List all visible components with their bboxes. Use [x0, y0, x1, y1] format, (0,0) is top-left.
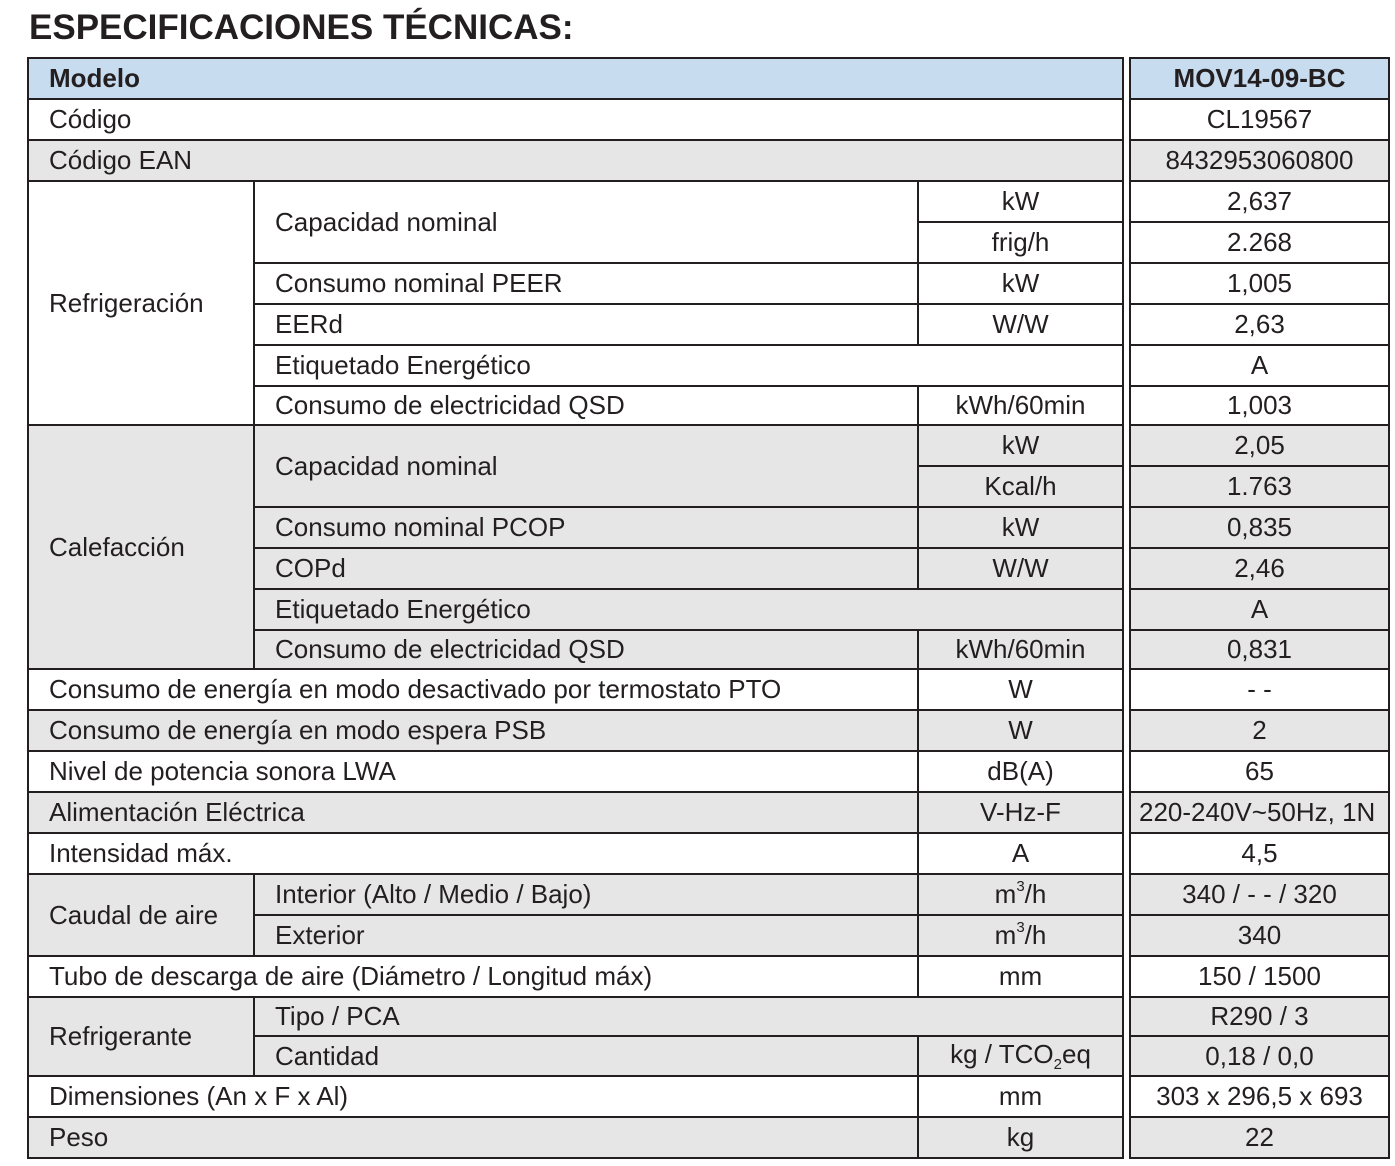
- model-value: MOV14-09-BC: [1173, 63, 1346, 93]
- power-supply-unit-cell: [917, 791, 1124, 834]
- cal-consumo-label-cell: [253, 506, 919, 549]
- ref-eer-value: 2,63: [1234, 309, 1285, 339]
- psb-value: 2: [1252, 715, 1267, 745]
- cal-cop-label-cell: [253, 547, 919, 590]
- airflow-interior-label: Interior (Alto / Medio / Bajo): [275, 879, 592, 909]
- ref-eer-value-cell: [1129, 303, 1390, 346]
- ref-consumo-label-cell: [253, 262, 919, 305]
- airflow-interior-unit: $m^3/h$: [994, 878, 1047, 909]
- airflow-group-label: Caudal de aire: [49, 899, 219, 930]
- ean-value-cell: [1129, 139, 1390, 182]
- pto-value: - -: [1247, 674, 1272, 704]
- ref-etiqueta-label: Etiquetado Energético: [275, 350, 531, 380]
- ref-eer-unit: W/W: [992, 309, 1049, 339]
- ref-qsd-value-cell: [1129, 385, 1390, 426]
- airflow-exterior-label: Exterior: [275, 920, 365, 950]
- weight-label: Peso: [49, 1122, 109, 1152]
- airflow-exterior-value: 340: [1237, 920, 1282, 950]
- ref-capacidad-label-cell: [253, 180, 919, 264]
- refrigerant-group-label: Refrigerante: [49, 1021, 193, 1051]
- dimensions-value-cell: [1129, 1075, 1390, 1118]
- ref-qsd-unit-cell: [917, 385, 1124, 426]
- current-value-cell: [1129, 832, 1390, 875]
- ref-capacidad-unit2-cell: [917, 221, 1124, 264]
- refrigerant-group-cell: [27, 996, 255, 1077]
- refrigerant-type-label-cell: [253, 996, 1124, 1037]
- power-supply-label-cell: [27, 791, 919, 834]
- pto-label-cell: [27, 668, 919, 711]
- power-supply-label: Alimentación Eléctrica: [49, 797, 305, 827]
- ref-capacidad-unit1-cell: [917, 180, 1124, 223]
- lwa-unit-cell: [917, 750, 1124, 793]
- pto-unit-cell: [917, 668, 1124, 711]
- ref-consumo-value: 1,005: [1226, 268, 1293, 298]
- cal-qsd-value: 0,831: [1226, 634, 1293, 664]
- airflow-exterior-label-cell: [253, 914, 919, 957]
- cal-capacidad-value2: 1.763: [1226, 471, 1293, 501]
- ean-value: 8432953060800: [1165, 145, 1354, 175]
- weight-label-cell: [27, 1116, 919, 1159]
- refrigerant-type-value: R290 / 3: [1210, 1001, 1309, 1031]
- code-value: CL19567: [1206, 104, 1313, 134]
- cal-qsd-label: Consumo de electricidad QSD: [275, 634, 625, 664]
- cal-consumo-unit-cell: [917, 506, 1124, 549]
- lwa-label-cell: [27, 750, 919, 793]
- dimensions-unit-cell: [917, 1075, 1124, 1118]
- weight-value: 22: [1245, 1122, 1274, 1152]
- airflow-exterior-value-cell: [1129, 914, 1390, 957]
- current-label: Intensidad máx.: [49, 838, 233, 868]
- cal-cop-unit: W/W: [992, 553, 1049, 583]
- model-label: Modelo: [49, 63, 140, 93]
- cal-cop-label: COPd: [275, 553, 346, 583]
- cal-capacidad-value2-cell: [1129, 465, 1390, 508]
- dimensions-unit: mm: [998, 1081, 1043, 1111]
- cal-cop-unit-cell: [917, 547, 1124, 590]
- cal-capacidad-label-cell: [253, 424, 919, 508]
- pto-label: Consumo de energía en modo desactivado por termostato PTO: [49, 674, 782, 704]
- dimensions-label-cell: [27, 1075, 919, 1118]
- psb-value-cell: [1129, 709, 1390, 752]
- ref-consumo-label: Consumo nominal PEER: [275, 268, 563, 298]
- refrigerant-qty-label-cell: [253, 1035, 919, 1077]
- airflow-exterior-unit-cell: [917, 914, 1124, 957]
- cal-capacidad-unit1: kW: [1001, 430, 1040, 460]
- current-unit-cell: [917, 832, 1124, 875]
- airflow-interior-unit-cell: [917, 873, 1124, 916]
- ref-capacidad-value2: 2.268: [1226, 227, 1293, 257]
- lwa-value-cell: [1129, 750, 1390, 793]
- cal-capacidad-value1-cell: [1129, 424, 1390, 467]
- refrigerant-qty-value-cell: [1129, 1035, 1390, 1077]
- ref-capacidad-value1: 2,637: [1226, 186, 1293, 216]
- refrigeracion-group-cell: [27, 180, 255, 426]
- cal-capacidad-unit2-cell: [917, 465, 1124, 508]
- ref-consumo-unit-cell: [917, 262, 1124, 305]
- page-title: ESPECIFICACIONES TÉCNICAS:: [29, 8, 574, 47]
- ref-eer-label-cell: [253, 303, 919, 346]
- weight-value-cell: [1129, 1116, 1390, 1159]
- ref-qsd-label: Consumo de electricidad QSD: [275, 390, 625, 420]
- cal-capacidad-unit2: Kcal/h: [984, 471, 1057, 501]
- model-label-cell: [27, 57, 1124, 100]
- current-unit: A: [1011, 838, 1030, 868]
- dimensions-label: Dimensiones (An x F x Al): [49, 1081, 349, 1111]
- power-supply-value: 220-240V~50Hz, 1N: [1139, 797, 1376, 827]
- cal-cop-value-cell: [1129, 547, 1390, 590]
- ref-consumo-unit: kW: [1001, 268, 1040, 298]
- dimensions-value: 303 x 296,5 x 693: [1156, 1081, 1363, 1111]
- cal-qsd-unit: kWh/60min: [955, 634, 1086, 664]
- cal-qsd-unit-cell: [917, 629, 1124, 670]
- psb-label: Consumo de energía en modo espera PSB: [49, 715, 547, 745]
- cal-capacidad-unit1-cell: [917, 424, 1124, 467]
- refrigerant-qty-unit: kg / $TCO_2eq$: [950, 1038, 1091, 1074]
- refrigerant-qty-value: 0,18 / 0,0: [1205, 1040, 1314, 1071]
- cal-cop-value: 2,46: [1234, 553, 1285, 583]
- ref-capacidad-unit1: kW: [1001, 186, 1040, 216]
- refrigerant-type-value-cell: [1129, 996, 1390, 1037]
- model-value-cell: [1129, 57, 1390, 100]
- psb-unit-cell: [917, 709, 1124, 752]
- calefaccion-group-cell: [27, 424, 255, 670]
- airflow-interior-label-cell: [253, 873, 919, 916]
- ref-consumo-value-cell: [1129, 262, 1390, 305]
- ref-qsd-label-cell: [253, 385, 919, 426]
- cal-capacidad-label: Capacidad nominal: [275, 450, 498, 481]
- code-value-cell: [1129, 98, 1390, 141]
- ref-capacidad-value2-cell: [1129, 221, 1390, 264]
- lwa-label: Nivel de potencia sonora LWA: [49, 756, 396, 786]
- ref-capacidad-label: Capacidad nominal: [275, 206, 498, 237]
- current-label-cell: [27, 832, 919, 875]
- cal-etiqueta-value: A: [1250, 594, 1269, 624]
- current-value: 4,5: [1241, 838, 1278, 868]
- cal-qsd-label-cell: [253, 629, 919, 670]
- weight-unit-cell: [917, 1116, 1124, 1159]
- cal-etiqueta-label: Etiquetado Energético: [275, 594, 531, 624]
- ref-etiqueta-label-cell: [253, 344, 1124, 387]
- duct-label: Tubo de descarga de aire (Diámetro / Longitud máx): [49, 961, 653, 991]
- refrigerant-qty-label: Cantidad: [275, 1040, 380, 1071]
- cal-etiqueta-value-cell: [1129, 588, 1390, 631]
- cal-qsd-value-cell: [1129, 629, 1390, 670]
- ref-capacidad-value1-cell: [1129, 180, 1390, 223]
- cal-etiqueta-label-cell: [253, 588, 1124, 631]
- power-supply-value-cell: [1129, 791, 1390, 834]
- ref-eer-unit-cell: [917, 303, 1124, 346]
- ean-label-cell: [27, 139, 1124, 182]
- code-label-cell: [27, 98, 1124, 141]
- airflow-group-cell: [27, 873, 255, 957]
- pto-value-cell: [1129, 668, 1390, 711]
- cal-consumo-value: 0,835: [1226, 512, 1293, 542]
- cal-consumo-unit: kW: [1001, 512, 1040, 542]
- cal-consumo-value-cell: [1129, 506, 1390, 549]
- code-label: Código: [49, 104, 132, 134]
- pto-unit: W: [1008, 674, 1033, 704]
- psb-unit: W: [1008, 715, 1033, 745]
- refrigerant-qty-unit-cell: [917, 1035, 1124, 1077]
- ref-etiqueta-value-cell: [1129, 344, 1390, 387]
- airflow-exterior-unit: $m^3/h$: [994, 919, 1047, 950]
- ean-label: Código EAN: [49, 145, 193, 175]
- refrigeracion-group-label: Refrigeración: [49, 287, 204, 318]
- power-supply-unit: V-Hz-F: [980, 797, 1061, 827]
- ref-capacidad-unit2: frig/h: [991, 227, 1050, 257]
- calefaccion-group-label: Calefacción: [49, 531, 185, 562]
- airflow-interior-value: 340 / - - / 320: [1182, 879, 1337, 909]
- lwa-value: 65: [1245, 756, 1274, 786]
- ref-eer-label: EERd: [275, 309, 343, 339]
- duct-value: 150 / 1500: [1198, 961, 1321, 991]
- duct-unit-cell: [917, 955, 1124, 998]
- duct-unit: mm: [998, 961, 1043, 991]
- ref-qsd-unit: kWh/60min: [955, 390, 1086, 420]
- airflow-interior-value-cell: [1129, 873, 1390, 916]
- psb-label-cell: [27, 709, 919, 752]
- cal-capacidad-value1: 2,05: [1234, 430, 1285, 460]
- cal-consumo-label: Consumo nominal PCOP: [275, 512, 566, 542]
- refrigerant-type-label: Tipo / PCA: [275, 1001, 400, 1031]
- weight-unit: kg: [1006, 1122, 1035, 1152]
- ref-qsd-value: 1,003: [1226, 390, 1293, 420]
- ref-etiqueta-value: A: [1250, 350, 1269, 380]
- lwa-unit: dB(A): [987, 756, 1054, 786]
- duct-label-cell: [27, 955, 919, 998]
- duct-value-cell: [1129, 955, 1390, 998]
